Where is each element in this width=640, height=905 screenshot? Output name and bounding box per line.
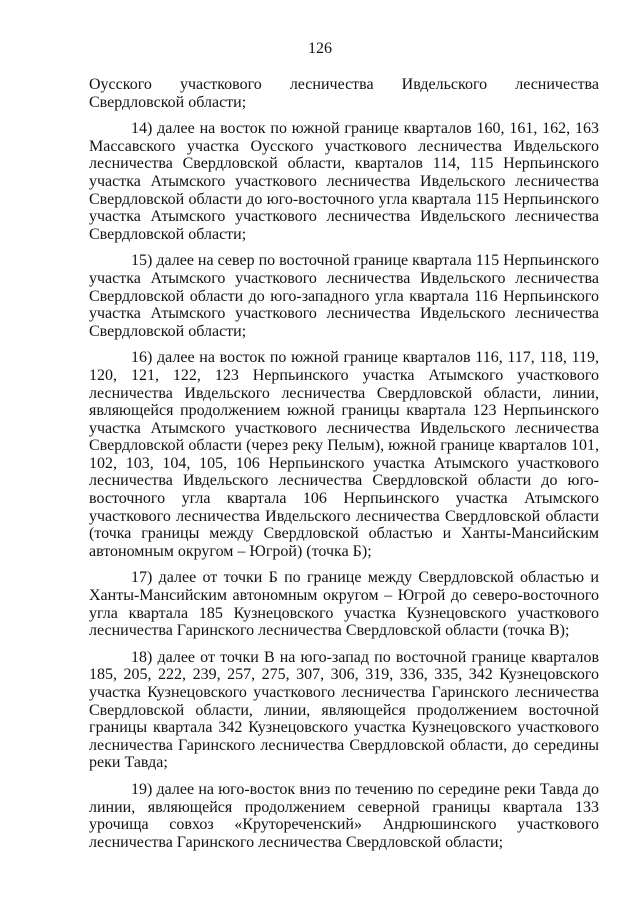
paragraph-item-16: 16) далее на восток по южной границе кварталов 116, 117, 118, 119, 120, 121, 122, 123 Нерпьинского участка Атымского участкового лесничества Ивдельского лесничества Свердловской области, линии, являющейся продолжением южной границы квартала 123 Нерпьинского участка Атымского участкового лесничества Ивдельского лесничества Свердловской области (через реку Пелым), южной границе кварталов 101, 102, 103, 104, 105, 106 Нерпьинского участка Атымского участкового лесничества Ивдельского лесничества Свердловской области до юго-восточного угла квартала 106 Нерпьинского участка Атымского участкового лесничества Ивдельского лесничества Свердловской области (точка границы между Свердловской областью и Ханты-Мансийским автономным округом – Югрой) (точка Б); [89, 349, 599, 560]
document-body [89, 76, 599, 860]
paragraph-item-18: 18) далее от точки В на юго-запад по восточной границе кварталов 185, 205, 222, 239, 257, 275, 307, 306, 319, 336, 335, 342 Кузнецовского участка Кузнецовского участкового лесничества Гаринского лесничества Свердловской области, линии, являющейся продолжением восточной границы квартала 342 Кузнецовского участка Кузнецовского участкового лесничества Гаринского лесничества Свердловской области, до середины реки Тавда; [89, 648, 599, 772]
paragraph-continuation: Оусского участкового лесничества Ивдельского лесничества Свердловской области; [89, 76, 599, 111]
paragraph-item-14: 14) далее на восток по южной границе кварталов 160, 161, 162, 163 Массавского участка Оусского участкового лесничества Ивдельского лесничества Свердловской области, кварталов 114, 115 Нерпьинского участка Атымского участкового лесничества Ивдельского лесничества Свердловской области до юго-восточного угла квартала 115 Нерпьинского участка Атымского участкового лесничества Ивдельского лесничества Свердловской области; [89, 120, 599, 243]
paragraph-item-19: 19) далее на юго-восток вниз по течению по середине реки Тавда до линии, являющейся продолжением северной границы квартала 133 урочища совхоз «Крутореченский» Андрюшинского участкового лесничества Гаринского лесничества Свердловской области; [89, 780, 599, 851]
paragraph-item-17: 17) далее от точки Б по границе между Свердловской областью и Ханты-Мансийским автономным округом – Югрой до северо-восточного угла квартала 185 Кузнецовского участка Кузнецовского участкового лесничества Гаринского лесничества Свердловской области (точка В); [89, 569, 599, 640]
page-number: 126 [308, 40, 332, 57]
paragraph-item-15: 15) далее на север по восточной границе квартала 115 Нерпьинского участка Атымского участкового лесничества Ивдельского лесничества Свердловской области до юго-западного угла квартала 116 Нерпьинского участка Атымского участкового лесничества Ивдельского лесничества Свердловской области; [89, 252, 599, 340]
